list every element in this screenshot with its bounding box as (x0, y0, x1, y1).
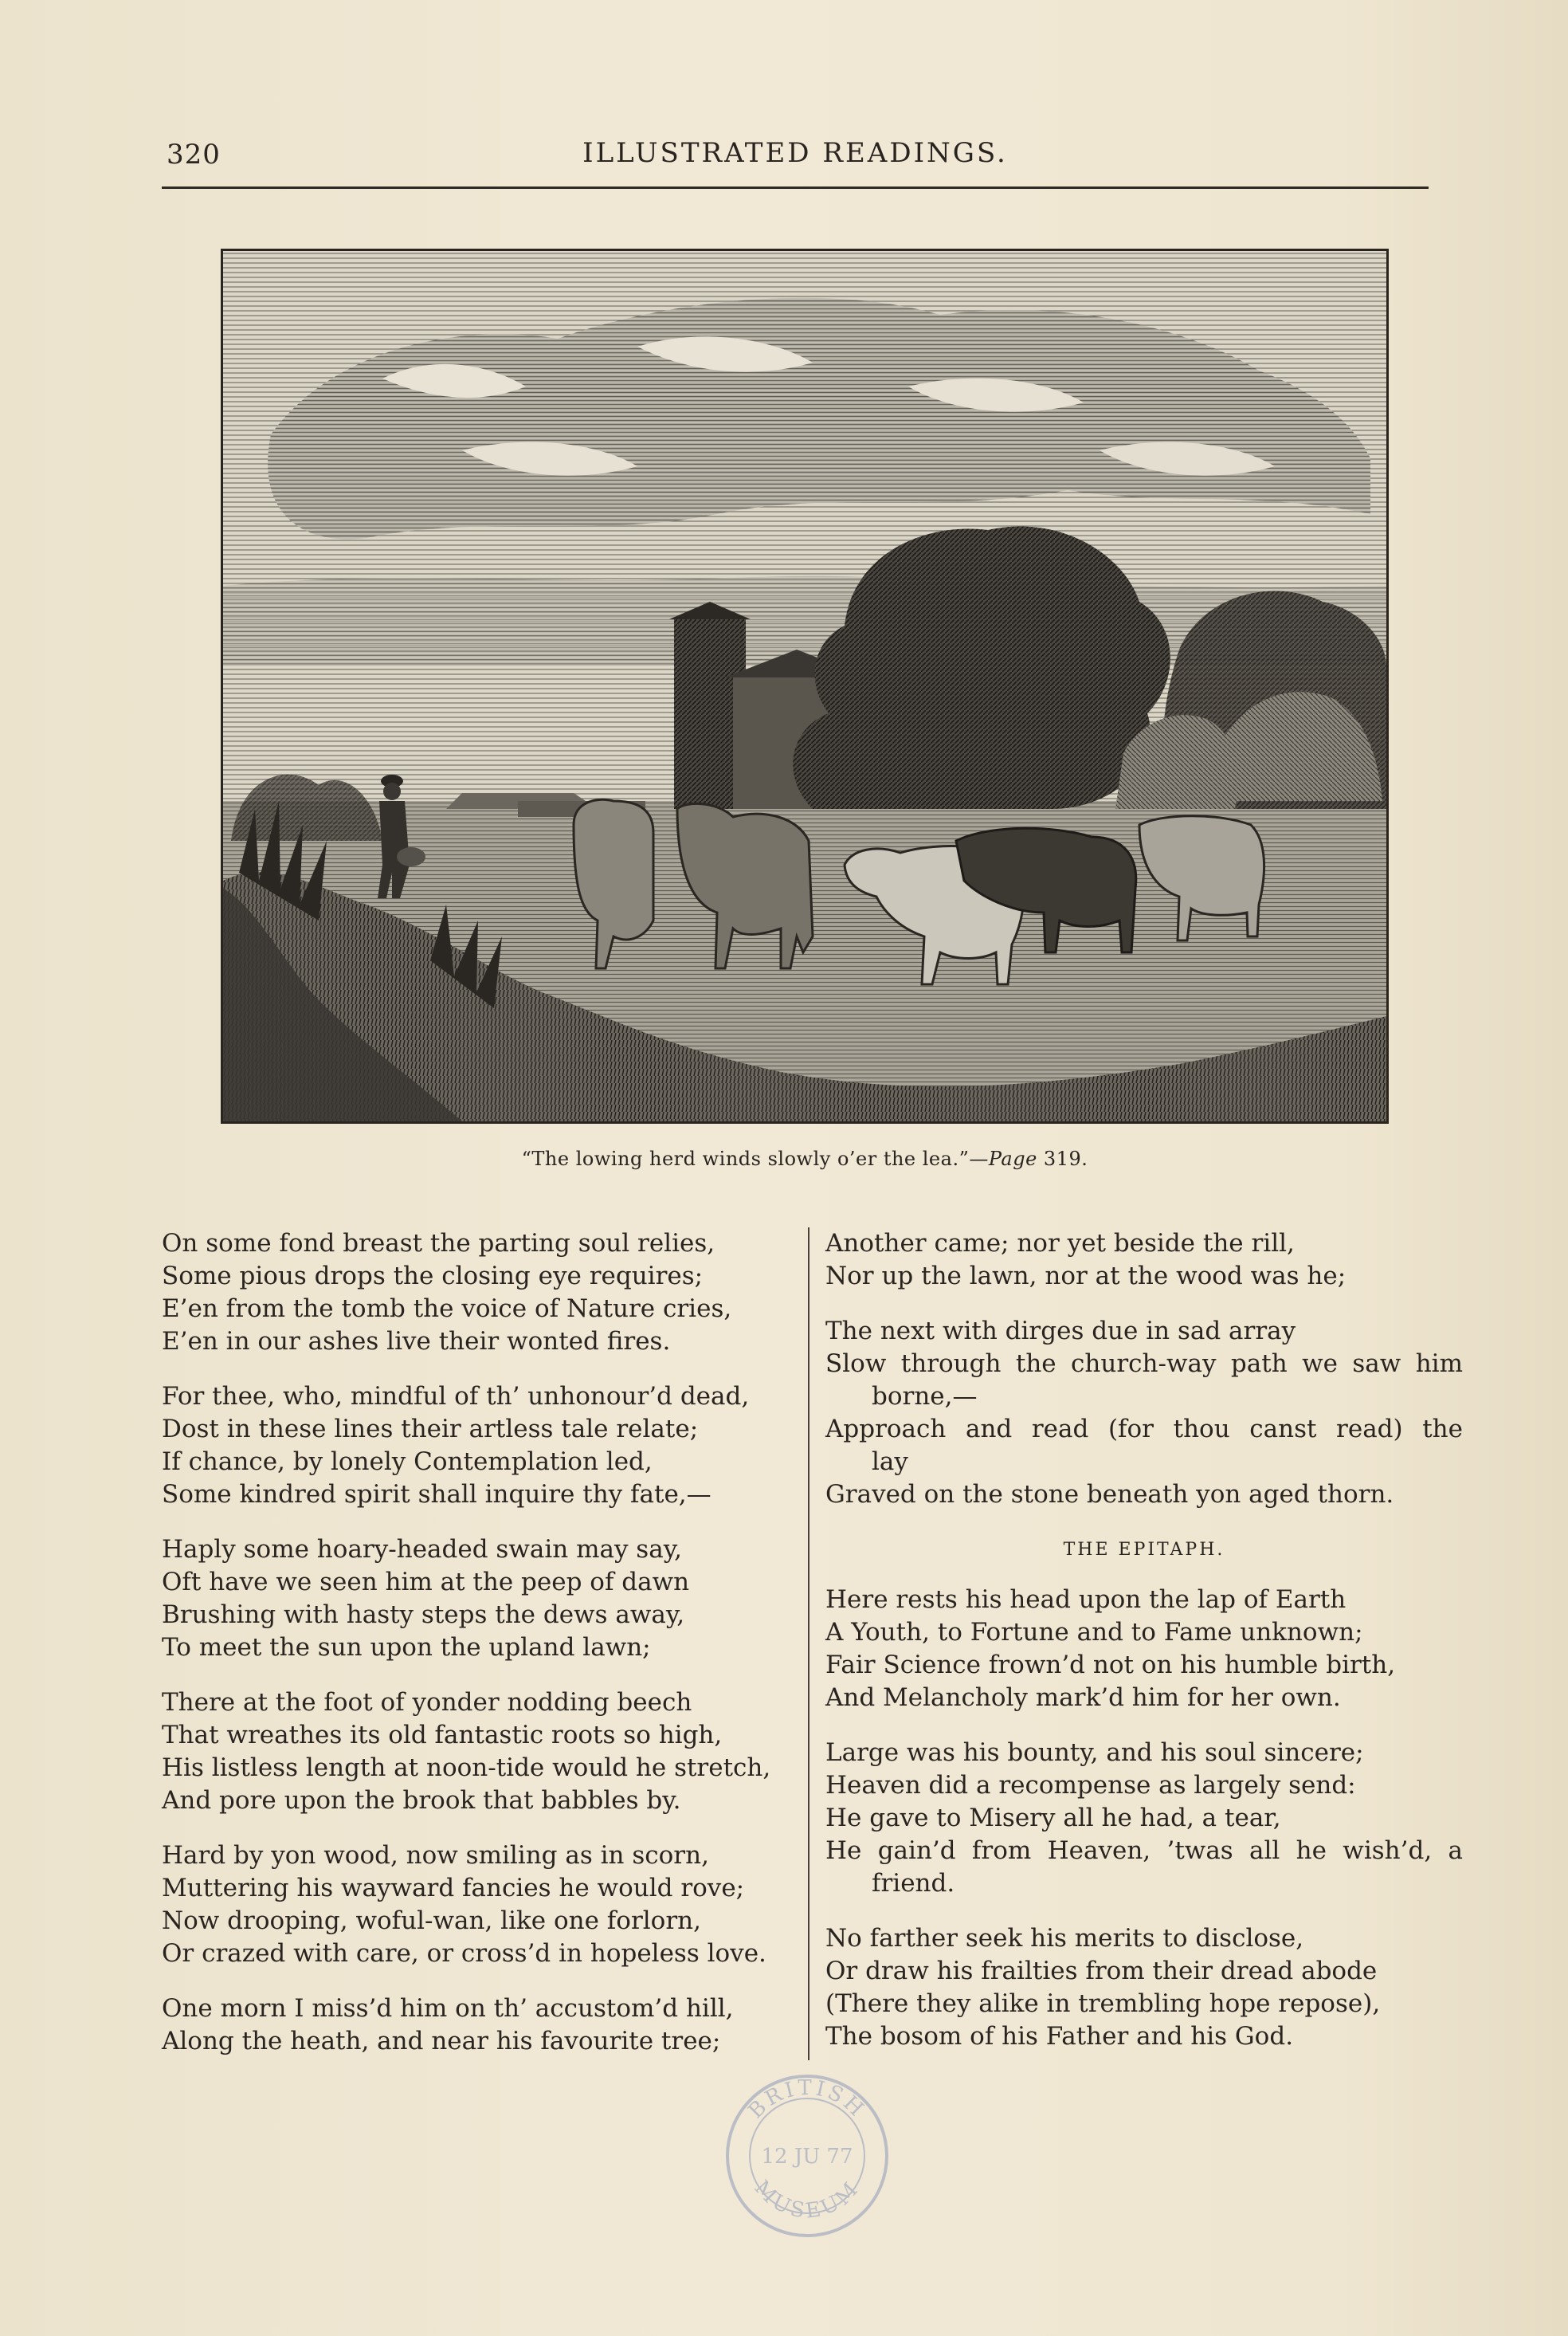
stamp-top-text: BRITISH (743, 2075, 871, 2124)
verse-line: He gave to Misery all he had, a tear, (825, 1804, 1281, 1832)
verse-line: If chance, by lonely Contemplation led, (162, 1447, 653, 1476)
verse-line: Dost in these lines their artless tale relate; (162, 1415, 699, 1443)
verse-line: Haply some hoary-headed swain may say, (162, 1535, 682, 1564)
verse-line-continuation: borne,— (872, 1382, 978, 1411)
verse-line: Heaven did a recompense as largely send: (825, 1771, 1356, 1800)
running-head: ILLUSTRATED READINGS. (582, 137, 1008, 169)
caption-page-number: 319. (1037, 1148, 1088, 1170)
verse-line: No farther seek his merits to disclose, (825, 1924, 1304, 1953)
verse-line: E’en from the tomb the voice of Nature cries, (162, 1294, 732, 1323)
british-museum-stamp (722, 2071, 892, 2241)
stanza (162, 1533, 791, 1664)
verse-line: His listless length at noon-tide would he stretch, (162, 1753, 771, 1782)
page-number: 320 (167, 139, 221, 171)
stanza (825, 1227, 1463, 1293)
verse-line: Or draw his frailties from their dread abode (825, 1957, 1378, 1985)
svg-text:BRITISH (744, 2076, 871, 2123)
pastoral-scene-engraving (223, 251, 1386, 1121)
verse-line: And pore upon the brook that babbles by. (162, 1786, 681, 1815)
stanza (162, 1839, 791, 1970)
caption-page-ref: Page (988, 1148, 1037, 1170)
verse-line: Oft have we seen him at the peep of dawn (162, 1568, 690, 1596)
stanza (825, 1922, 1463, 2053)
verse-line: Fair Science frown’d not on his humble birth, (825, 1651, 1396, 1679)
stamp-date: 12 JU 77 (761, 2145, 853, 2169)
verse-line-continuation: lay (872, 1447, 908, 1476)
verse-line: Here rests his head upon the lap of Earth (825, 1585, 1347, 1614)
verse-line: Brushing with hasty steps the dews away, (162, 1600, 685, 1629)
verse-line: Along the heath, and near his favourite tree; (162, 2027, 721, 2055)
verse-line: Or crazed with care, or cross’d in hopeless love. (162, 1939, 766, 1968)
verse-line: A Youth, to Fortune and to Fame unknown; (825, 1618, 1363, 1647)
epitaph-heading: THE EPITAPH. (1063, 1540, 1225, 1560)
verse-line: Hard by yon wood, now smiling as in scorn, (162, 1841, 709, 1870)
verse-line: On some fond breast the parting soul relies, (162, 1229, 715, 1258)
stanza (162, 1992, 791, 2058)
verse-line: He gain’d from Heaven, ’twas all he wish’d, a (825, 1836, 1463, 1865)
verse-line: The bosom of his Father and his God. (825, 2022, 1294, 2051)
verse-line: Nor up the lawn, nor at the wood was he; (825, 1262, 1347, 1290)
verse-line: Some pious drops the closing eye requires; (162, 1262, 704, 1290)
right-column (825, 1227, 1463, 2075)
verse-line: (There they alike in trembling hope repose), (825, 1989, 1381, 2018)
left-column (162, 1227, 791, 2080)
verse-line: One morn I miss’d him on th’ accustom’d hill, (162, 1994, 734, 2023)
verse-line: Now drooping, woful-wan, like one forlorn, (162, 1906, 701, 1935)
stanza (162, 1380, 791, 1511)
svg-text:MUSEUM (750, 2176, 864, 2224)
verse-line: That wreathes its old fantastic roots so high, (162, 1721, 723, 1749)
column-divider (808, 1227, 809, 2060)
stanza (825, 1584, 1463, 1714)
verse-line: Approach and read (for thou canst read) the (825, 1415, 1463, 1443)
verse-line-continuation: friend. (872, 1869, 955, 1898)
verse-line: Large was his bounty, and his soul sincere; (825, 1738, 1364, 1767)
verse-line: The next with dirges due in sad array (825, 1317, 1296, 1345)
stanza (162, 1686, 791, 1817)
verse-line: Another came; nor yet beside the rill, (825, 1229, 1295, 1258)
stamp-bottom-text: MUSEUM (749, 2176, 865, 2224)
verse-line: To meet the sun upon the upland lawn; (162, 1633, 651, 1662)
verse-line: Muttering his wayward fancies he would rove; (162, 1874, 745, 1902)
stanza (162, 1227, 791, 1358)
stanza (825, 1737, 1463, 1900)
page-header (162, 135, 1429, 189)
verse-line: E’en in our ashes live their wonted fires. (162, 1327, 671, 1356)
verse-line: There at the foot of yonder nodding beech (162, 1688, 692, 1717)
verse-line: And Melancholy mark’d him for her own. (825, 1683, 1341, 1712)
caption-quote: “The lowing herd winds slowly o’er the lea.”— (521, 1148, 989, 1170)
verse-line: Graved on the stone beneath yon aged thorn. (825, 1480, 1394, 1509)
illustration-caption (221, 1148, 1389, 1170)
stanza (825, 1315, 1463, 1511)
verse-line: Some kindred spirit shall inquire thy fate,— (162, 1480, 711, 1509)
verse-line: Slow through the church-way path we saw him (825, 1349, 1463, 1378)
engraving-illustration (221, 249, 1389, 1124)
verse-line: For thee, who, mindful of th’ unhonour’d dead, (162, 1382, 750, 1411)
